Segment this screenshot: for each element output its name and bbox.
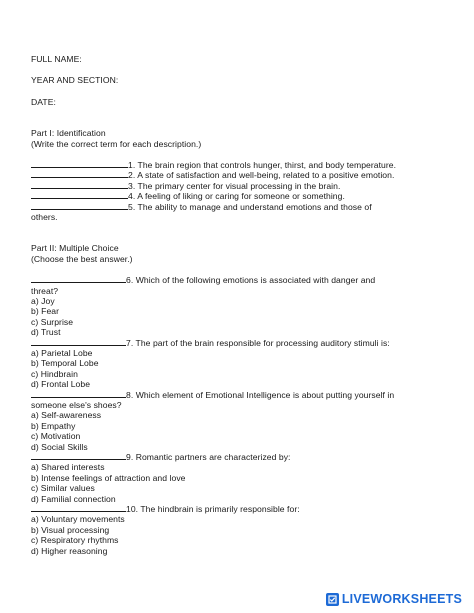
- identification-item: [31, 181, 451, 191]
- item-text: 3. The primary center for visual processing in the brain.: [128, 180, 341, 191]
- option: a) Self-awareness: [31, 410, 102, 421]
- option: d) Frontal Lobe: [31, 379, 91, 390]
- option: c) Surprise: [31, 316, 74, 327]
- identification-item: [31, 160, 451, 170]
- option: d) Higher reasoning: [31, 545, 108, 556]
- question-text: 9. Romantic partners are characterized by:: [126, 451, 291, 462]
- item-text: 2. A state of satisfaction and well-being, related to a positive emotion.: [128, 170, 395, 181]
- answer-blank[interactable]: [31, 275, 126, 283]
- option: d) Trust: [31, 327, 61, 338]
- question-text-continuation: someone else's shoes?: [31, 399, 122, 410]
- question-text: 6. Which of the following emotions is associated with danger and: [126, 275, 376, 286]
- options: [31, 462, 451, 504]
- part1-items: [31, 160, 451, 222]
- option: a) Parietal Lobe: [31, 348, 93, 359]
- identification-item: [31, 191, 451, 201]
- option: b) Intense feelings of attraction and love: [31, 472, 186, 483]
- part1-title: Part I: Identification: [31, 128, 106, 139]
- part2-instruction: (Choose the best answer.): [31, 253, 133, 264]
- question-text: 7. The part of the brain responsible for processing auditory stimuli is:: [126, 337, 390, 348]
- question-text: 10. The hindbrain is primarily responsible for:: [126, 503, 300, 514]
- answer-blank[interactable]: [31, 202, 128, 210]
- worksheet: [31, 54, 451, 556]
- full-name-label: FULL NAME:: [31, 54, 82, 64]
- answer-blank[interactable]: [31, 452, 126, 460]
- answer-blank[interactable]: [31, 504, 126, 512]
- part2-title: Part II: Multiple Choice: [31, 243, 119, 254]
- question-9: [31, 452, 451, 504]
- item-text: 1. The brain region that controls hunger, thirst, and body temperature.: [128, 159, 397, 170]
- option: c) Respiratory rhythms: [31, 535, 119, 546]
- brand-name: LIVEWORKSHEETS: [341, 592, 462, 606]
- option: b) Fear: [31, 306, 60, 317]
- item-text: 4. A feeling of liking or caring for someone or something.: [128, 191, 345, 202]
- option: c) Motivation: [31, 431, 81, 442]
- option: a) Voluntary movements: [31, 514, 125, 525]
- answer-blank[interactable]: [31, 170, 128, 178]
- item-text: 5. The ability to manage and understand emotions and those of: [128, 201, 372, 212]
- question-text-continuation: threat?: [31, 285, 59, 296]
- answer-blank[interactable]: [31, 160, 128, 168]
- option: c) Similar values: [31, 483, 95, 494]
- option: d) Familial connection: [31, 493, 116, 504]
- part1-instruction: (Write the correct term for each description.): [31, 138, 202, 149]
- identification-item: [31, 202, 451, 212]
- liveworksheets-brand[interactable]: [326, 592, 462, 606]
- option: a) Joy: [31, 296, 55, 307]
- options: [31, 410, 451, 452]
- options: [31, 348, 451, 390]
- option: a) Shared interests: [31, 462, 105, 473]
- question-6: [31, 275, 451, 337]
- option: c) Hindbrain: [31, 368, 78, 379]
- answer-blank[interactable]: [31, 191, 128, 199]
- option: b) Empathy: [31, 420, 76, 431]
- identification-item: [31, 170, 451, 180]
- option: d) Social Skills: [31, 441, 88, 452]
- option: b) Temporal Lobe: [31, 358, 99, 369]
- question-10: [31, 504, 451, 556]
- item-text-continuation: others.: [31, 212, 58, 223]
- answer-blank[interactable]: [31, 181, 128, 189]
- date-label: DATE:: [31, 96, 56, 107]
- answer-blank[interactable]: [31, 390, 126, 398]
- liveworksheets-logo-icon: [326, 593, 339, 606]
- options: [31, 514, 451, 556]
- question-8: [31, 390, 451, 452]
- year-section-label: YEAR AND SECTION:: [31, 75, 119, 86]
- answer-blank[interactable]: [31, 338, 126, 346]
- question-text: 8. Which element of Emotional Intelligence is about putting yourself in: [126, 389, 395, 400]
- question-7: [31, 338, 451, 390]
- option: b) Visual processing: [31, 524, 110, 535]
- options: [31, 296, 451, 338]
